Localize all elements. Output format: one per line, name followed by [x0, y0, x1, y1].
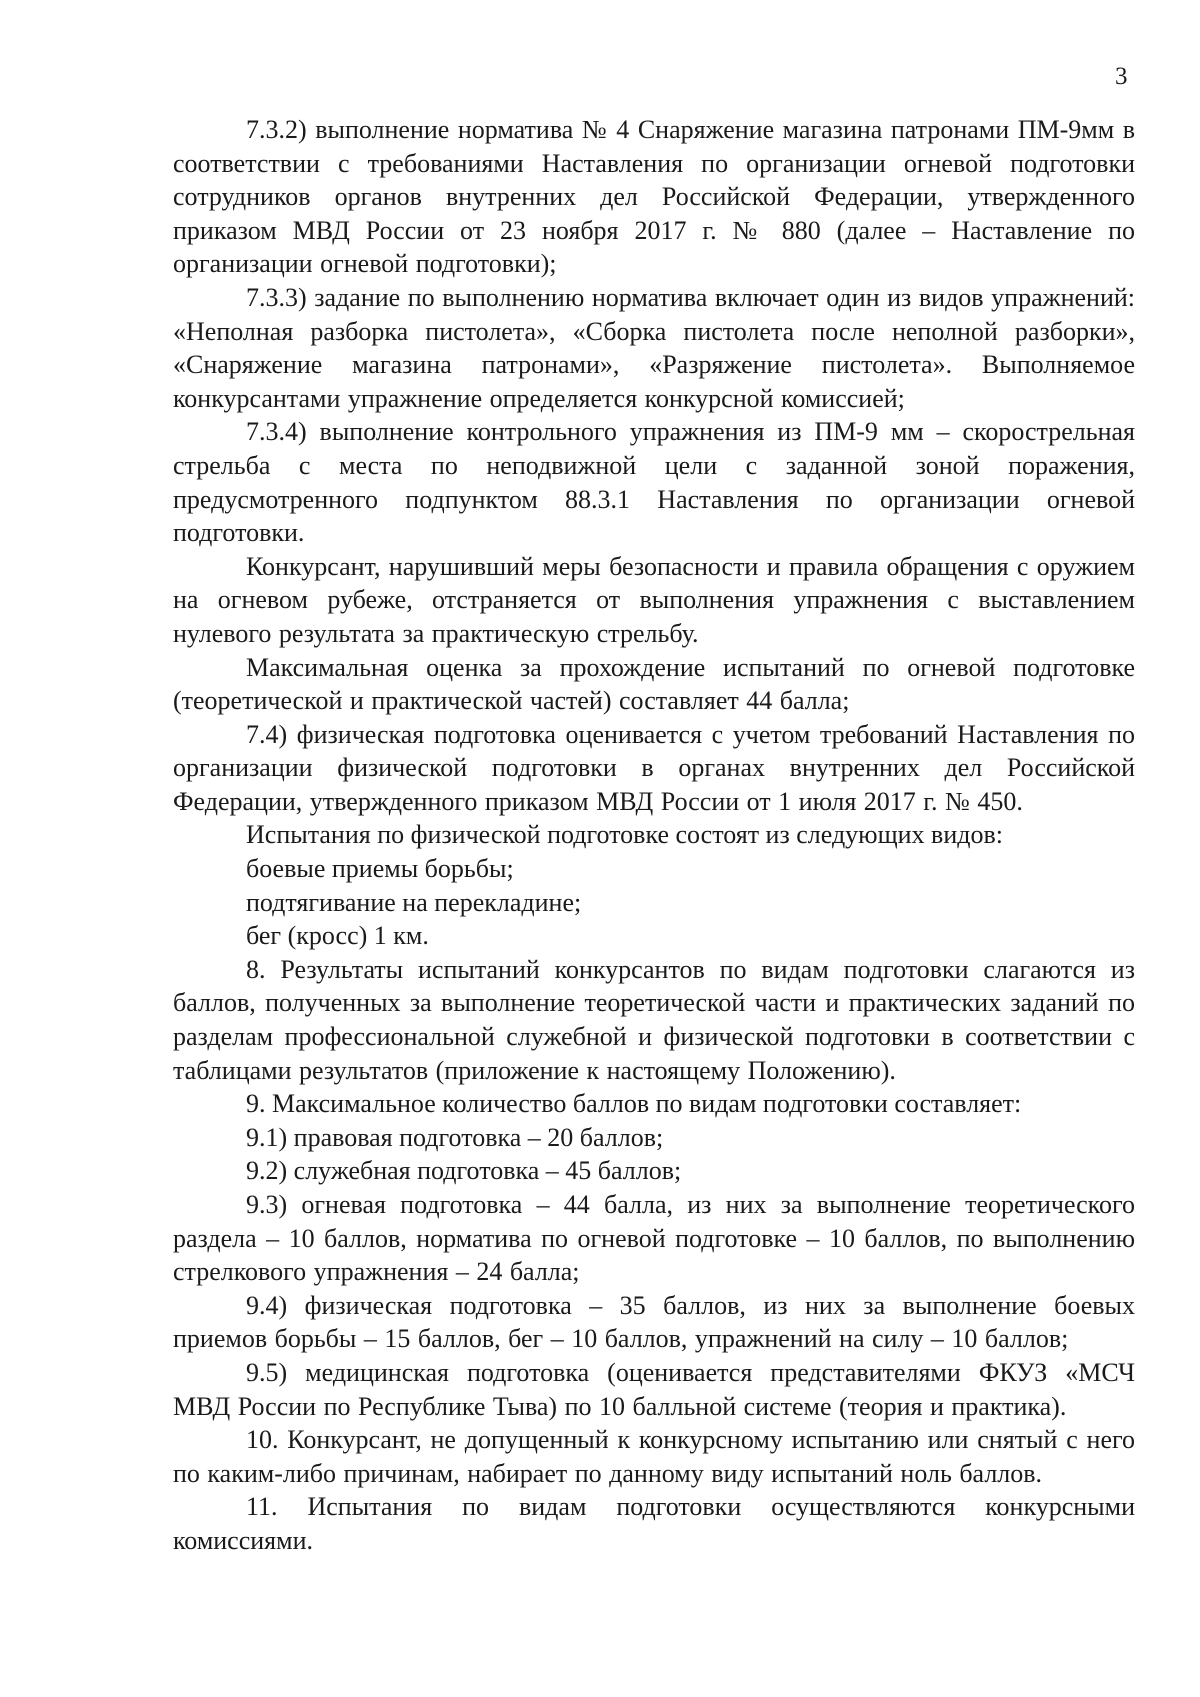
paragraph-7-4: 7.4) физическая подготовка оценивается с учетом требований Наставления по организации физической подготовки в органах внутренних дел Российской Федерации, утвержденного приказом МВД России от 1 июля 2017 г. № 450. — [173, 719, 1135, 816]
paragraph-8: 8. Результаты испытаний конкурсантов по видам подготовки слагаются из баллов, полученных за выполнение теоретической части и практических заданий по разделам профессиональной служебной и физической подготовки в соответствии с таблицами результатов (приложение к настоящему Положению). — [173, 954, 1135, 1085]
paragraph-10: 10. Конкурсант, не допущенный к конкурсному испытанию или снятый с него по каким-либо причинам, набирает по данному виду испытаний ноль баллов. — [173, 1425, 1135, 1488]
paragraph-9-4: 9.4) физическая подготовка – 35 баллов, из них за выполнение боевых приемов борьбы – 15 баллов, бег – 10 баллов, упражнений на силу – 10 баллов; — [173, 1290, 1135, 1354]
paragraph-9-1: 9.1) правовая подготовка – 20 баллов; — [246, 1122, 664, 1152]
paragraph-7-3-3: 7.3.3) задание по выполнению норматива включает один из видов упражнений: «Неполная разборка пистолета», «Сборка пистолета после неполной разборки», «Снаряжение магазина патронами», «Разряжение пистолета». Выполняемое конкурсантами упражнение определяется конкурсной комиссией; — [173, 282, 1135, 413]
paragraph-9-3: 9.3) огневая подготовка – 44 балла, из них за выполнение теоретического раздела – 10 баллов, норматива по огневой подготовке – 10 баллов, по выполнению стрелкового упражнения – 24 балла; — [173, 1190, 1135, 1287]
paragraph-9-2: 9.2) служебная подготовка – 45 баллов; — [246, 1156, 682, 1186]
physical-test-item: подтягивание на перекладине; — [246, 887, 582, 917]
paragraph-max-score-fire: Максимальная оценка за прохождение испытаний по огневой подготовке (теоретической и практической частей) составляет 44 балла; — [173, 652, 1135, 716]
paragraph-9: 9. Максимальное количество баллов по видам подготовки составляет: — [246, 1089, 1022, 1119]
paragraph-safety-violation: Конкурсант, нарушивший меры безопасности и правила обращения с оружием на огневом рубеже, отстраняется от выполнения упражнения с выставлением нулевого результата за практическую стрельбу. — [173, 551, 1135, 648]
page-number: 3 — [1115, 63, 1128, 90]
physical-test-item: бег (кросс) 1 км. — [246, 921, 429, 951]
paragraph-11: 11. Испытания по видам подготовки осуществляются конкурсными комиссиями. — [173, 1492, 1135, 1555]
paragraph-7-3-4: 7.3.4) выполнение контрольного упражнения из ПМ-9 мм – скорострельная стрельба с места по неподвижной цели с заданной зоной поражения, предусмотренного подпунктом 88.3.1 Наставления по организации огневой подготовки. — [173, 417, 1135, 548]
paragraph-9-5: 9.5) медицинская подготовка (оценивается представителями ФКУЗ «МСЧ МВД России по Республике Тыва) по 10 балльной системе (теория и практика). — [173, 1357, 1135, 1421]
document-body — [173, 113, 1135, 1558]
physical-tests-intro: Испытания по физической подготовке состоят из следующих видов: — [246, 820, 1003, 850]
physical-test-item: боевые приемы борьбы; — [246, 854, 514, 884]
paragraph-7-3-2: 7.3.2) выполнение норматива № 4 Снаряжение магазина патронами ПМ-9мм в соответствии с требованиями Наставления по организации огневой подготовки сотрудников органов внутренних дел Российской Федерации, утвержденного приказом МВД России от 23 ноября 2017 г. № 880 (далее – Наставление по организации огневой подготовки); — [173, 115, 1135, 279]
